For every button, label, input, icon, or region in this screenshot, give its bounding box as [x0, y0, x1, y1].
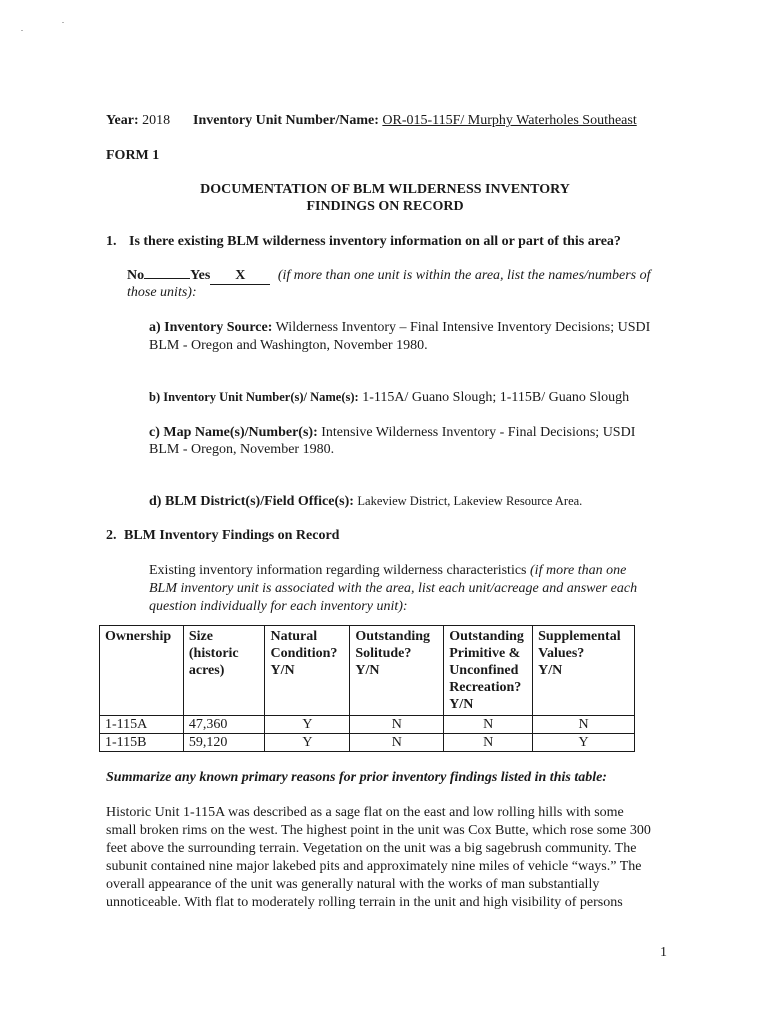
cell-solitude: N	[350, 734, 444, 752]
summary-heading: Summarize any known primary reasons for prior inventory findings listed in this table:	[106, 770, 607, 785]
unit-label: Inventory Unit Number/Name:	[193, 113, 379, 128]
q1-note-line2: those units):	[127, 285, 197, 300]
col-header-ownership: Ownership	[100, 626, 184, 716]
col-header-solitude: Outstanding Solitude? Y/N	[350, 626, 444, 716]
q2-intro-line3: question individually for each inventory unit):	[149, 599, 408, 614]
item-b-line	[149, 390, 629, 406]
table-header-row	[100, 626, 635, 716]
header-line	[106, 113, 170, 129]
yes-blank	[210, 268, 270, 285]
cell-ownership: 1-115A	[100, 716, 184, 734]
cell-primitive: N	[444, 734, 533, 752]
item-d-label: d) BLM District(s)/Field Office(s):	[149, 494, 354, 509]
cell-primitive: N	[444, 716, 533, 734]
table-row	[100, 716, 635, 734]
cell-supplemental: N	[533, 716, 635, 734]
form-label: FORM 1	[106, 148, 160, 163]
q2-intro-plain: Existing inventory information regarding wilderness characteristics	[149, 563, 531, 578]
item-a-line1	[149, 320, 650, 336]
cell-natural: Y	[265, 734, 350, 752]
q1-answer-line	[127, 268, 651, 285]
document-title-line1: DOCUMENTATION OF BLM WILDERNESS INVENTORY	[200, 182, 570, 197]
cell-supplemental: Y	[533, 734, 635, 752]
item-a-line2: BLM - Oregon and Washington, November 1980.	[149, 338, 428, 353]
year-value: 2018	[142, 113, 171, 128]
year-label: Year:	[106, 113, 139, 128]
q2-number: 2.	[106, 528, 117, 543]
q2-intro-line1	[149, 563, 626, 579]
no-blank	[144, 278, 190, 279]
col-header-size: Size (historic acres)	[183, 626, 265, 716]
col-header-natural-condition: Natural Condition? Y/N	[265, 626, 350, 716]
summary-line: Historic Unit 1-115A was described as a sage flat on the east and low rolling hills with some	[106, 805, 624, 820]
summary-line: overall appearance of the unit was generally natural with the works of man substantially	[106, 877, 600, 892]
unit-line	[193, 113, 637, 129]
col-header-supplemental-values: Supplemental Values? Y/N	[533, 626, 635, 716]
item-b-value: 1-115A/ Guano Slough; 1-115B/ Guano Slough	[362, 390, 630, 405]
scan-speck	[62, 22, 64, 23]
q1-number: 1.	[106, 234, 117, 249]
page-number: 1	[660, 945, 667, 960]
q2-heading: BLM Inventory Findings on Record	[124, 528, 340, 543]
summary-line: feet above the surrounding terrain. Vegetation on the unit was a big sagebrush community. The	[106, 841, 637, 856]
yes-label: Yes	[190, 268, 211, 283]
cell-solitude: N	[350, 716, 444, 734]
q2-intro-line2: BLM inventory unit is associated with the area, list each unit/acreage and answer each	[149, 581, 638, 596]
cell-natural: Y	[265, 716, 350, 734]
item-c-line2: BLM - Oregon, November 1980.	[149, 442, 335, 457]
scan-speck	[21, 30, 23, 31]
findings-table	[99, 625, 635, 752]
cell-size: 47,360	[183, 716, 265, 734]
summary-line: unnoticeable. With flat to moderately rolling terrain in the unit and high visibility of persons	[106, 895, 623, 910]
item-d-line	[149, 494, 582, 510]
cell-ownership: 1-115B	[100, 734, 184, 752]
unit-value: OR-015-115F/ Murphy Waterholes Southeast	[382, 113, 637, 128]
item-b-label: b) Inventory Unit Number(s)/ Name(s):	[149, 390, 359, 404]
yes-mark: X	[235, 268, 246, 283]
q1-text: Is there existing BLM wilderness inventory information on all or part of this area?	[129, 234, 621, 249]
col-header-primitive-recreation: Outstanding Primitive & Unconfined Recreation? Y/N	[444, 626, 533, 716]
q1-note: (if more than one unit is within the area, list the names/numbers of	[277, 268, 651, 283]
item-d-value: Lakeview District, Lakeview Resource Area.	[357, 494, 583, 508]
cell-size: 59,120	[183, 734, 265, 752]
document-title-line2: FINDINGS ON RECORD	[306, 199, 464, 214]
item-a-label: a) Inventory Source:	[149, 320, 273, 335]
item-c-line1	[149, 425, 635, 441]
item-c-label: c) Map Name(s)/Number(s):	[149, 425, 318, 440]
table-row	[100, 734, 635, 752]
summary-line: small broken rims on the west. The highest point in the unit was Cox Butte, which rose some 300	[106, 823, 651, 838]
no-label: No	[127, 268, 145, 283]
item-a-value: Wilderness Inventory – Final Intensive Inventory Decisions; USDI	[275, 320, 651, 335]
q2-intro-italic: (if more than one	[530, 563, 627, 578]
item-c-value: Intensive Wilderness Inventory - Final Decisions; USDI	[321, 425, 636, 440]
summary-line: subunit contained nine major lakebed pits and approximately nine miles of vehicle “ways.” The	[106, 859, 642, 874]
